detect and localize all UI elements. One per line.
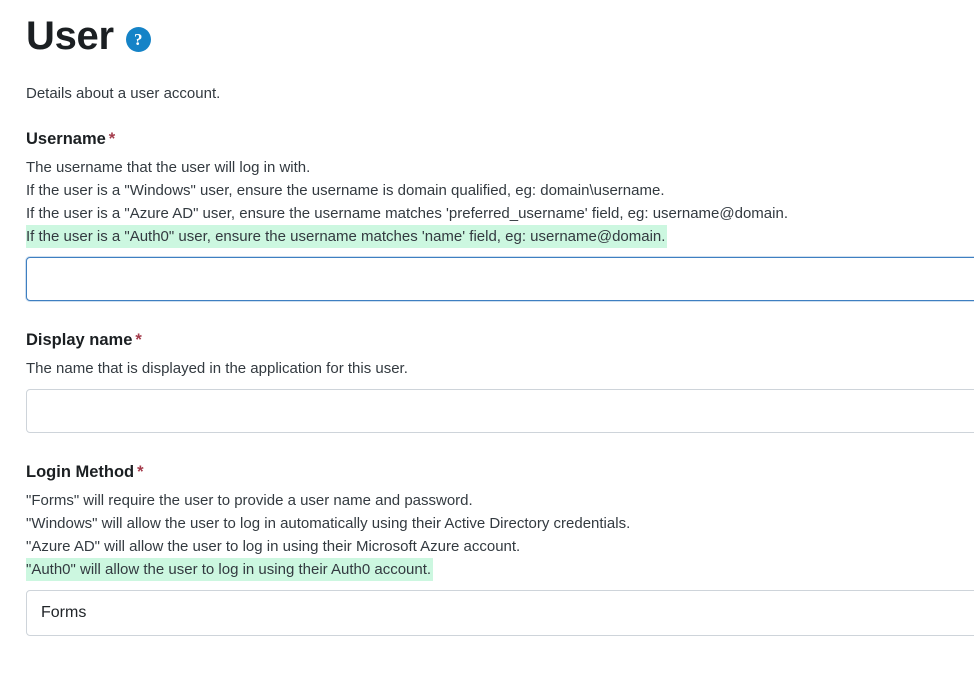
page-description: Details about a user account.	[26, 85, 221, 102]
display-name-required-marker: *	[135, 331, 142, 349]
username-required-marker: *	[108, 130, 116, 148]
login-method-label	[26, 463, 974, 482]
login-method-help-line: "Forms" will require the user to provide a user name and password.	[26, 492, 473, 509]
login-method-label-text: Login Method	[26, 463, 135, 481]
page-title: User	[26, 14, 114, 58]
username-help-line: The username that the user will log in with.	[26, 159, 311, 176]
display-name-label	[26, 331, 974, 350]
login-method-help-line: "Azure AD" will allow the user to log in using their Microsoft Azure account.	[26, 538, 521, 555]
username-label-text: Username	[26, 130, 106, 148]
username-help-block	[26, 156, 974, 248]
login-method-select[interactable]: Forms	[26, 590, 974, 636]
question-mark-circle-icon[interactable]: ?	[126, 27, 151, 52]
field-display-name	[26, 331, 974, 433]
login-method-help-block	[26, 489, 974, 581]
page-title-row	[26, 14, 974, 58]
display-name-label-text: Display name	[26, 331, 133, 349]
username-input[interactable]	[26, 257, 974, 301]
username-label	[26, 130, 974, 149]
display-name-help-line: The name that is displayed in the application for this user.	[26, 360, 408, 377]
username-help-line-highlighted: If the user is a "Auth0" user, ensure the username matches 'name' field, eg: username@domain.	[26, 225, 667, 248]
login-method-required-marker: *	[137, 463, 144, 481]
username-help-line: If the user is a "Azure AD" user, ensure the username matches 'preferred_username' field, eg: username@domain.	[26, 205, 788, 222]
username-help-line: If the user is a "Windows" user, ensure the username is domain qualified, eg: domain\username.	[26, 182, 665, 199]
field-username	[26, 130, 974, 301]
login-method-help-line-highlighted: "Auth0" will allow the user to log in using their Auth0 account.	[26, 558, 433, 581]
display-name-input[interactable]	[26, 389, 974, 433]
display-name-help-block	[26, 357, 974, 380]
login-method-help-line: "Windows" will allow the user to log in automatically using their Active Directory credentials.	[26, 515, 631, 532]
field-login-method	[26, 463, 974, 636]
